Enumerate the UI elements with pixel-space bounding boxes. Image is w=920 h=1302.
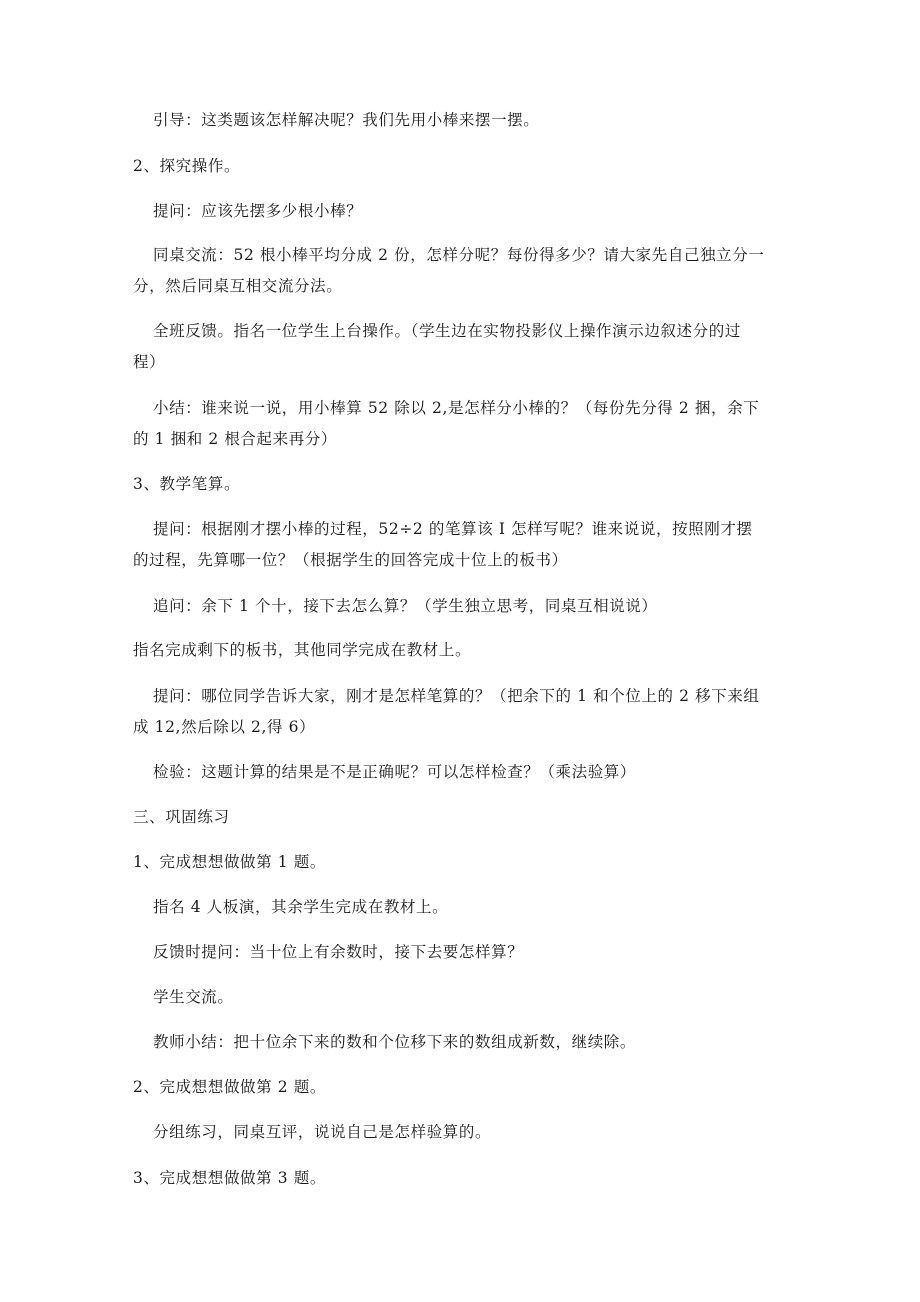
paragraph-exchange-line-2: 分，然后同桌互相交流分法。 bbox=[133, 277, 343, 295]
paragraph-check: 检验：这题计算的结果是不是正确呢？可以怎样检查？（乘法验算） bbox=[153, 763, 637, 781]
paragraph-question-2-line-2: 的过程，先算哪一位？（根据学生的回答完成十位上的板书） bbox=[133, 551, 568, 569]
paragraph-question-1: 提问：应该先摆多少根小棒？ bbox=[153, 202, 363, 220]
heading-exercise-2: 2、完成想想做做第 2 题。 bbox=[133, 1078, 326, 1096]
paragraph-question-2-line-1: 提问：根据刚才摆小棒的过程，52÷2 的笔算该 I 怎样写呢？谁来说说，按照刚才摆 bbox=[153, 520, 753, 538]
heading-exercise-3: 3、完成想想做做第 3 题。 bbox=[133, 1169, 326, 1187]
heading-exercise-1: 1、完成想想做做第 1 题。 bbox=[133, 853, 326, 871]
paragraph-feedback-line-2: 程） bbox=[133, 353, 166, 371]
paragraph-question-3-line-2: 成 12,然后除以 2,得 6） bbox=[133, 718, 316, 736]
paragraph-guide: 引导：这类题该怎样解决呢？我们先用小棒来摆一摆。 bbox=[153, 111, 540, 129]
paragraph-board-work: 指名完成剩下的板书，其他同学完成在教材上。 bbox=[133, 641, 472, 659]
paragraph-summary-line-2: 的 1 捆和 2 根合起来再分） bbox=[133, 430, 338, 448]
paragraph-question-3-line-1: 提问：哪位同学告诉大家，刚才是怎样笔算的？（把余下的 1 和个位上的 2 移下来组 bbox=[153, 687, 760, 705]
paragraph-followup: 追问：余下 1 个十，接下去怎么算？（学生独立思考，同桌互相说说） bbox=[153, 597, 658, 615]
paragraph-feedback-question: 反馈时提问：当十位上有余数时，接下去要怎样算？ bbox=[153, 943, 524, 961]
paragraph-teacher-summary: 教师小结：把十位余下来的数和个位移下来的数组成新数，继续除。 bbox=[153, 1033, 637, 1051]
paragraph-feedback-line-1: 全班反馈。指名一位学生上台操作。（学生边在实物投影仪上操作演示边叙述分的过 bbox=[153, 322, 741, 340]
paragraph-student-exchange: 学生交流。 bbox=[153, 988, 234, 1006]
paragraph-board-demo: 指名 4 人板演，其余学生完成在教材上。 bbox=[153, 898, 449, 916]
paragraph-summary-line-1: 小结：谁来说一说，用小棒算 52 除以 2,是怎样分小棒的？（每份先分得 2 捆，余下 bbox=[153, 399, 760, 417]
paragraph-exchange-line-1: 同桌交流：52 根小棒平均分成 2 份，怎样分呢？每份得多少？请大家先自己独立分一 bbox=[153, 246, 765, 264]
heading-explore: 2、探究操作。 bbox=[133, 157, 241, 175]
heading-practice: 三、巩固练习 bbox=[133, 808, 230, 826]
paragraph-group-practice: 分组练习，同桌互评，说说自己是怎样验算的。 bbox=[153, 1123, 492, 1141]
heading-written-calc: 3、教学笔算。 bbox=[133, 475, 241, 493]
